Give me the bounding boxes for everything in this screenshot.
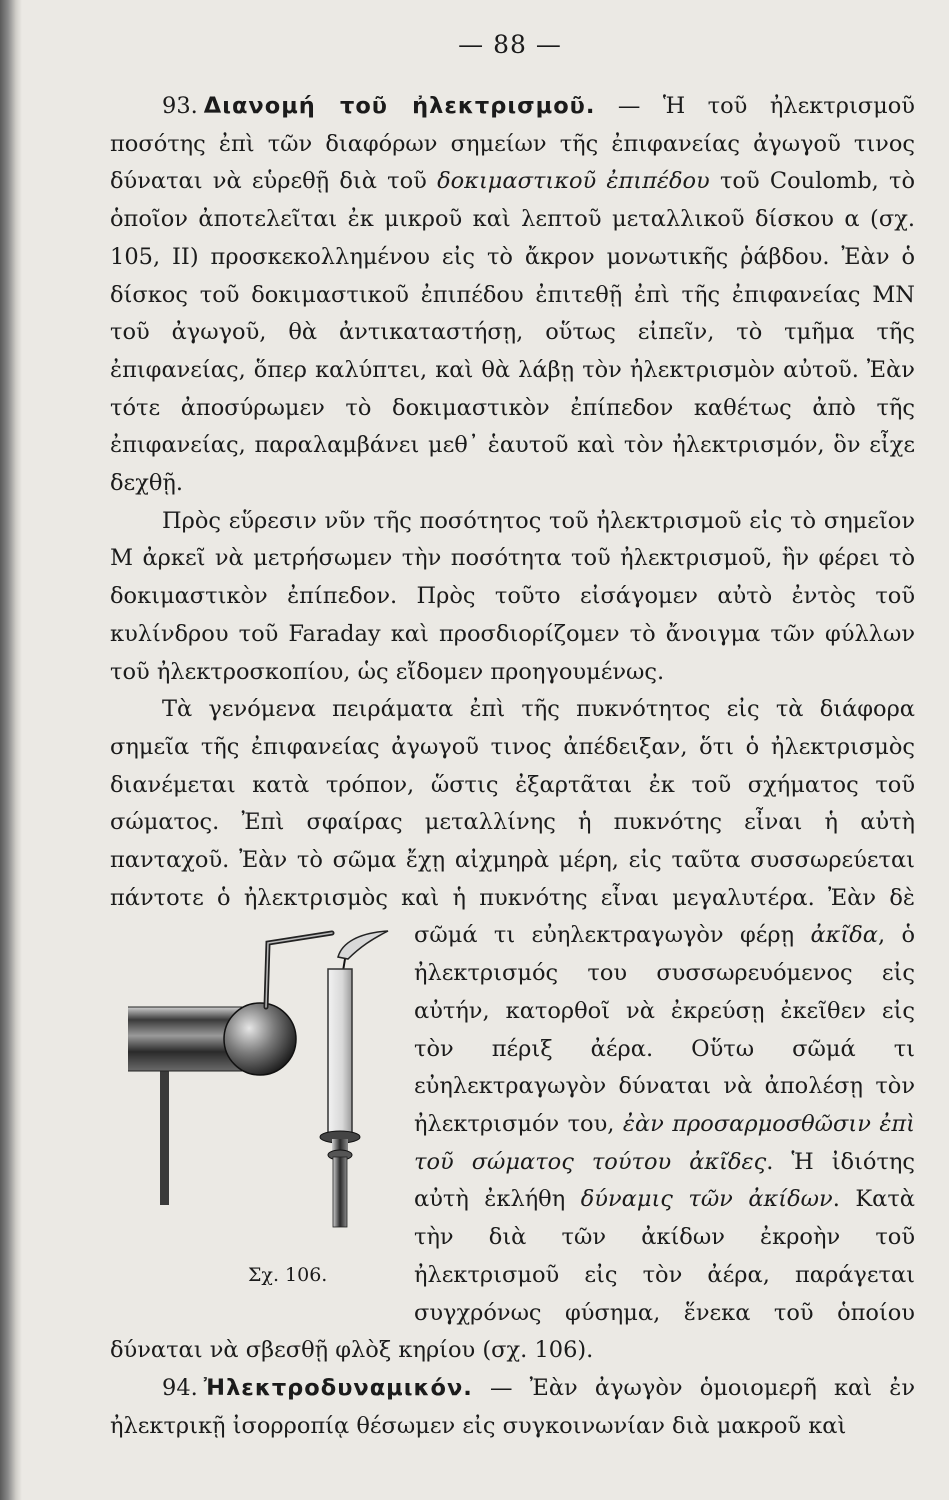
figure-106-caption: Σχ. 106. bbox=[248, 1264, 328, 1287]
paragraph-93-3-text-b: , ὁ ἠλεκτρισμός του συσσωρευόμενος εἰς αὐτήν, κατορθοῖ νὰ ἐκρεύσῃ ἐκεῖθεν εἰς τὸν πέριξ ἀέρα. Οὕτω σῶμά τι εὐηλεκτραγωγὸν δύναται νὰ ἀπολέσῃ τὸν ἠλεκτρισμόν του, bbox=[414, 922, 915, 1137]
page-body bbox=[110, 88, 915, 1445]
support-rod bbox=[160, 1065, 169, 1205]
conductor-sphere bbox=[224, 1003, 296, 1075]
section-93-emphasis-1: δοκιμαστικοῦ ἐπιπέδου bbox=[437, 168, 710, 195]
paragraph-93-3-text-d: . Κατὰ τὴν διὰ τῶν ἀκίδων ἐκροὴν τοῦ ἠλεκτρισμοῦ εἰς τὸν ἀέρα, παράγεται συγχρόνως φύσημα, ἕνεκα τοῦ ὁποίου δύναται νὰ σβεσθῇ φλὸξ κηρίου (σχ. 106). bbox=[110, 1186, 915, 1364]
section-93-text-1: — Ἡ τοῦ ἠλεκτρισμοῦ ποσότης ἐπὶ τῶν διαφόρων σημείων τῆς ἐπιφανείας ἀγωγοῦ τινος δύναται νὰ εὑρεθῇ διὰ τοῦ bbox=[110, 93, 915, 195]
conductor-point bbox=[266, 933, 332, 1007]
section-93-number: 93. bbox=[162, 93, 198, 119]
paragraph-93-1 bbox=[110, 88, 915, 503]
paragraph-93-3-text-c: . Ἡ ἰδιότης αὐτὴ ἐκλήθη bbox=[414, 1148, 915, 1213]
paragraph-94-1 bbox=[110, 1370, 915, 1445]
page-number: — 88 — bbox=[458, 30, 562, 59]
section-94-text: — Ἐὰν ἀγωγὸν ὁμοιομερῆ καὶ ἐν ἠλεκτρικῇ ἰσορροπίᾳ θέσωμεν εἰς συγκοινωνίαν διὰ μακροῦ καὶ bbox=[110, 1374, 915, 1439]
page-binding-edge bbox=[0, 0, 22, 1500]
section-94-number: 94. bbox=[162, 1374, 198, 1401]
paragraph-93-3-text-a: Τὰ γενόμενα πειράματα ἐπὶ τῆς πυκνότητος εἰς τὰ διάφορα σημεῖα τῆς ἐπιφανείας ἀγωγοῦ τινος ἀπέδειξαν, ὅτι ὁ ἠλεκτρισμὸς διανέμεται κατὰ τρόπον, ὥστις ἐξαρτᾶται ἐκ τοῦ σχήματος τοῦ σώματος. Ἐπὶ σφαίρας μεταλλίνης ἡ πυκνότης εἶναι ἡ αὐτὴ πανταχοῦ. Ἐὰν τὸ σῶμα ἔχῃ αἰχμηρὰ μέρη, εἰς ταῦτα συσσωρεύεται πάντοτε ὁ ἠλεκτρισμὸς καὶ ἡ πυκνότης εἶναι μεγαλυτέρα. Ἐὰν δὲ σῶμά τι εὐηλεκτραγωγὸν φέρῃ bbox=[110, 696, 915, 949]
paragraph-93-3 bbox=[110, 691, 915, 1370]
paragraph-93-3-emphasis-3: ἐὰν προσαρμοσθῶσιν ἐπὶ τοῦ σώματος τούτου ἀκῖδες bbox=[414, 1110, 916, 1175]
candle-flame bbox=[338, 931, 388, 959]
figure-106 bbox=[110, 925, 402, 1301]
paragraph-93-2: Πρὸς εὕρεσιν νῦν τῆς ποσότητος τοῦ ἠλεκτρισμοῦ εἰς τὸ σημεῖον Μ ἀρκεῖ νὰ μετρήσωμεν τὴν ποσότητα τοῦ ἠλεκτρισμοῦ, ἣν φέρει τὸ δοκιμαστικὸν ἐπίπεδον. Πρὸς τοῦτο εἰσάγομεν αὐτὸ ἐντὸς τοῦ κυλίνδρου τοῦ Faraday καὶ προσδιορίζομεν τὸ ἄνοιγμα τῶν φύλλων τοῦ ἠλεκτροσκοπίου, ὡς εἴδομεν προηγουμένως. bbox=[110, 507, 915, 685]
paragraph-93-3-emphasis-2: ἀκῖδα bbox=[810, 922, 878, 949]
paragraph-93-3-emphasis-4: δύναμις τῶν ἀκίδων bbox=[580, 1186, 833, 1213]
section-93-text-2: τοῦ Coulomb, τὸ ὁποῖον ἀποτελεῖται ἐκ μικροῦ καὶ λεπτοῦ μεταλλικοῦ δίσκου α (σχ. 105, II) προσκεκολλημένου εἰς τὸ ἄκρον μονωτικῆς ῥάβδου. Ἐὰν ὁ δίσκος τοῦ δοκιμαστικοῦ ἐπιπέδου ἐπιτεθῇ ἐπὶ τῆς ἐπιφανείας ΜΝ τοῦ ἀγωγοῦ, θὰ ἀντικαταστήσῃ, οὕτως εἰπεῖν, τὸ τμῆμα τῆς ἐπιφανείας, ὅπερ καλύπτει, καὶ θὰ λάβῃ τὸν ἠλεκτρισμὸν αὐτοῦ. Ἐὰν τότε ἀποσύρωμεν τὸ δοκιμαστικὸν ἐπίπεδον καθέτως ἀπὸ τῆς ἐπιφανείας, παραλαμβάνει μεθ᾽ ἑαυτοῦ καὶ τὸν ἠλεκτρισμόν, ὃν εἶχε δεχθῇ. bbox=[110, 168, 916, 497]
section-94-title: Ἠλεκτροδυναμικόν. bbox=[203, 1374, 473, 1401]
candle-stand bbox=[333, 1157, 347, 1227]
section-93-title: Διανομή τοῦ ἠλεκτρισμοῦ. bbox=[203, 93, 596, 119]
candle bbox=[328, 969, 352, 1135]
point-discharge-illustration bbox=[110, 925, 402, 1301]
